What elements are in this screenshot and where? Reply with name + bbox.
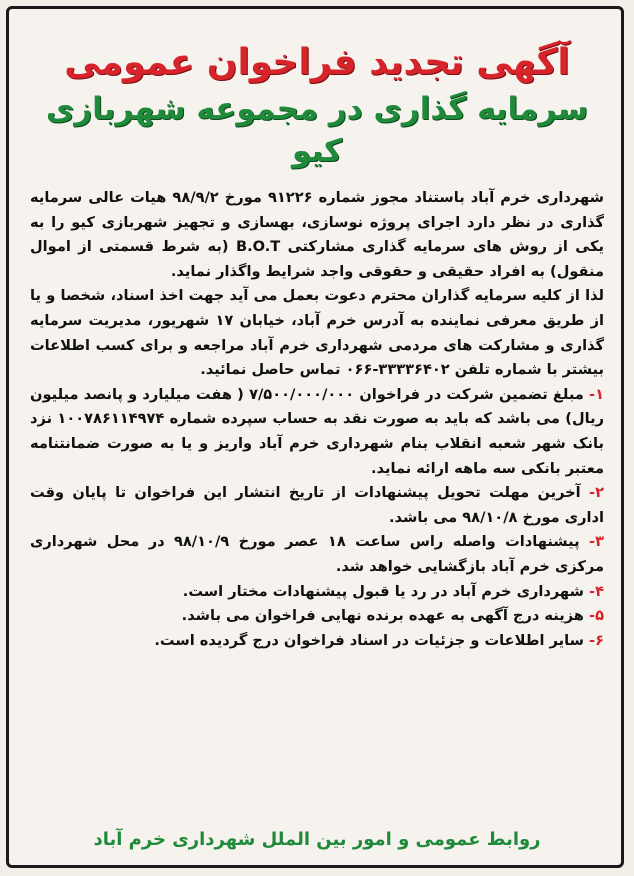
- intro-paragraph: شهرداری خرم آباد باستناد مجوز شماره ۹۱۲۲۶ مورخ ۹۸/۹/۲ هیات عالی سرمایه گذاری در نظر دارد اجرای پروژه نوسازی، بهسازی و تجهیز شهربازی کیو را به یکی از روش های سرمایه گذاری مشارکتی B.O.T (به شرط قسمتی از اموال منقول) به افراد حقیقی و حقوقی واجد شرایط واگذار نماید.: [30, 189, 604, 280]
- notice: [12, 12, 622, 864]
- list-item: [30, 604, 604, 629]
- item-number: ۵-: [589, 607, 604, 625]
- list-item: [30, 580, 604, 605]
- list-item: [30, 383, 604, 481]
- list-item: [30, 530, 604, 579]
- notice-footer: روابط عمومی و امور بین الملل شهرداری خرم آباد: [93, 829, 541, 850]
- item-number: ۴-: [589, 582, 604, 600]
- notice-subtitle: سرمایه گذاری در مجموعه شهربازی کیو: [45, 91, 589, 169]
- item-number: ۱-: [589, 385, 604, 403]
- notice-title: آگهی تجدید فراخوان عمومی: [64, 42, 570, 83]
- invitation-paragraph: لذا از کلیه سرمایه گذاران محترم دعوت بعمل می آید جهت اخذ اسناد، شخصا و یا از طریق معرفی نماینده به آدرس خرم آباد، خیابان ۱۷ شهریور، مدیریت سرمایه گذاری و مشارکت های مردمی شهرداری خرم آباد مراجعه و برای کسب اطلاعات بیشتر با شماره تلفن ۳۳۳۳۶۴۰۲-۰۶۶ تماس حاصل نمائید.: [30, 287, 604, 379]
- list-item: [30, 629, 604, 654]
- list-item: [30, 481, 604, 530]
- item-number: ۳-: [589, 533, 604, 551]
- item-text: سایر اطلاعات و جزئیات در اسناد فراخوان درج گردیده است.: [154, 631, 584, 649]
- item-text: مبلغ تضمین شرکت در فراخوان ۷/۵۰۰/۰۰۰/۰۰۰ ( هفت میلیارد و پانصد میلیون ریال) می باشد که باید به صورت نقد به حساب سپرده شماره ۱۰۰۷۸۶۱۱۴۹۷۴ نزد بانک شهر شعبه انقلاب بنام شهرداری خرم آباد واریز و یا به صورت ضمانتنامه معتبر بانکی سه ماهه ارائه نماید.: [30, 385, 604, 477]
- item-text: پیشنهادات واصله راس ساعت ۱۸ عصر مورخ ۹۸/۱۰/۹ در محل شهرداری مرکزی خرم آباد بازگشایی خواهد شد.: [30, 533, 604, 575]
- item-number: ۶-: [589, 631, 604, 649]
- item-text: آخرین مهلت تحویل پیشنهادات از تاریخ انتشار این فراخوان تا پایان وقت اداری مورخ ۹۸/۱۰/۸ می باشد.: [30, 484, 604, 526]
- item-text: شهرداری خرم آباد در رد یا قبول پیشنهادات مختار است.: [182, 582, 584, 600]
- notice-body: [30, 186, 604, 653]
- item-number: ۲-: [589, 484, 604, 502]
- item-text: هزینه درج آگهی به عهده برنده نهایی فراخوان می باشد.: [181, 607, 584, 625]
